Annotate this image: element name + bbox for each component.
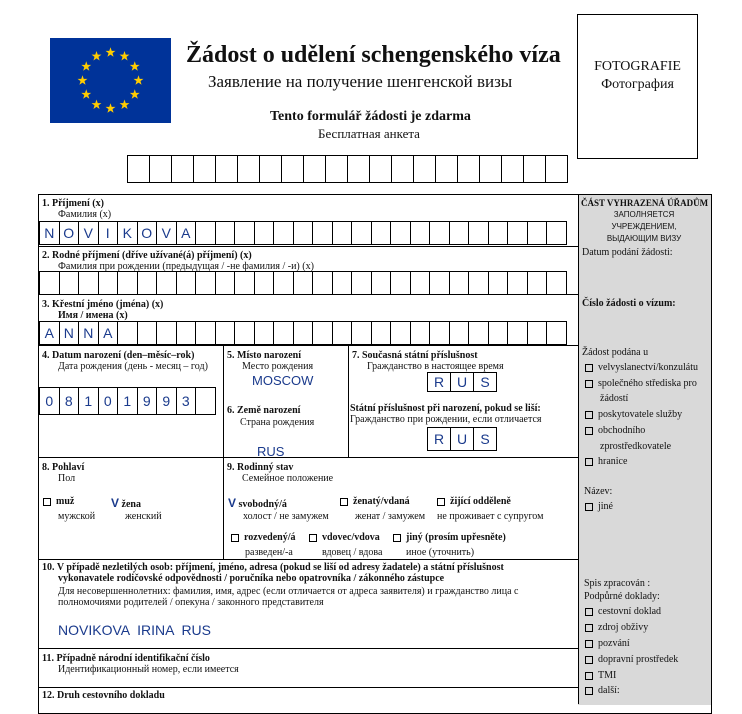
char-box[interactable]: K: [117, 221, 138, 245]
star-icon: [130, 61, 140, 70]
f7-birth-label: Státní příslušnost při narození, pokud se liší:: [350, 403, 541, 414]
char-box[interactable]: [156, 271, 177, 295]
char-box[interactable]: 9: [156, 387, 177, 415]
char-box[interactable]: I: [98, 221, 119, 245]
checkbox[interactable]: [585, 624, 593, 632]
birth-country-value[interactable]: RUS: [257, 444, 285, 459]
doc-other[interactable]: [585, 685, 620, 696]
char-box[interactable]: [413, 155, 436, 183]
char-box[interactable]: [429, 221, 450, 245]
char-box[interactable]: [468, 221, 489, 245]
char-box[interactable]: [325, 155, 348, 183]
char-box[interactable]: [234, 221, 255, 245]
star-icon: [120, 51, 130, 60]
char-box[interactable]: [347, 155, 370, 183]
char-box[interactable]: [137, 321, 158, 345]
photo-label-ru: Фотография: [601, 77, 674, 92]
office-opt-border[interactable]: [585, 456, 627, 467]
char-box[interactable]: [527, 271, 548, 295]
char-box[interactable]: 3: [176, 387, 197, 415]
char-box[interactable]: U: [450, 372, 474, 392]
char-box[interactable]: [39, 271, 60, 295]
opt-label: pozvání: [598, 638, 630, 649]
char-box[interactable]: [449, 321, 470, 345]
char-box[interactable]: [234, 321, 255, 345]
status-separated-option[interactable]: [437, 496, 511, 507]
char-box[interactable]: [273, 321, 294, 345]
first-name-input[interactable]: [39, 321, 566, 345]
char-box[interactable]: [137, 271, 158, 295]
char-box[interactable]: [351, 221, 372, 245]
char-box[interactable]: O: [59, 221, 80, 245]
char-box[interactable]: [390, 271, 411, 295]
opt-label: zdroj obživy: [598, 622, 649, 633]
f2-label: 2. Rodné příjmení (dříve užívané(á) příjmení) (x): [42, 250, 252, 261]
free-note-ru: Бесплатная анкета: [318, 126, 420, 141]
char-box[interactable]: [215, 321, 236, 345]
char-box[interactable]: [391, 155, 414, 183]
char-box[interactable]: [117, 271, 138, 295]
checkbox[interactable]: [585, 687, 593, 695]
char-box[interactable]: [293, 271, 314, 295]
doc-invite[interactable]: [585, 638, 630, 649]
office-opt-agent-2: zprostředkovatele: [600, 441, 672, 452]
char-box[interactable]: [254, 221, 275, 245]
office-title-ru-2: УЧРЕЖДЕНИЕМ,: [611, 222, 677, 231]
char-box[interactable]: [332, 221, 353, 245]
f6-label: 6. Země narození: [227, 405, 301, 416]
opt-label: další:: [598, 685, 620, 696]
f11-label-ru: Идентификационный номер, если имеется: [58, 664, 239, 675]
char-box[interactable]: [546, 271, 567, 295]
char-box[interactable]: [507, 271, 528, 295]
checkbox[interactable]: [393, 534, 401, 542]
checkbox[interactable]: [585, 608, 593, 616]
char-box[interactable]: [410, 321, 431, 345]
char-box[interactable]: S: [473, 372, 497, 392]
checkbox[interactable]: [585, 380, 593, 388]
f2-label-ru: Фамилия при рождении (предыдущая / -не фамилия / -и) (x): [58, 261, 314, 272]
checkbox[interactable]: [585, 672, 593, 680]
form-title-ru: Заявление на получение шенгенской визы: [208, 72, 513, 91]
char-box[interactable]: A: [39, 321, 60, 345]
char-box[interactable]: [371, 271, 392, 295]
char-box[interactable]: A: [98, 321, 119, 345]
char-box[interactable]: [281, 155, 304, 183]
free-note: Tento formulář žádosti je zdarma: [270, 109, 471, 124]
star-icon: [130, 89, 140, 98]
photo-box: [577, 14, 698, 159]
doc-travel[interactable]: [585, 606, 661, 617]
office-opt-embassy[interactable]: [585, 362, 698, 373]
char-box[interactable]: [507, 321, 528, 345]
opt-label: jiné: [598, 501, 613, 512]
char-box[interactable]: 1: [117, 387, 138, 415]
office-title-ru-3: ВЫДАЮЩИМ ВИЗУ: [606, 234, 682, 243]
char-box[interactable]: [351, 271, 372, 295]
f1-label: 1. Příjmení (x): [42, 198, 104, 209]
widowed-label-ru: вдовец / вдова: [322, 547, 383, 558]
char-box[interactable]: [501, 155, 524, 183]
f3-label-ru: Имя / имена (x): [58, 310, 128, 321]
char-box[interactable]: [449, 271, 470, 295]
char-box[interactable]: [195, 387, 216, 415]
char-box[interactable]: [215, 155, 238, 183]
opt-label: velvyslanectví/konzulátu: [598, 362, 698, 373]
separated-label: žijící odděleně: [450, 496, 511, 507]
birthdate-input[interactable]: [39, 387, 215, 411]
single-label: svobodný/á: [238, 499, 287, 510]
single-label-ru: холост / не замужем: [243, 511, 329, 522]
f9-label-ru: Семейное положение: [242, 473, 334, 484]
char-box[interactable]: [546, 221, 567, 245]
opt-label: hranice: [598, 456, 628, 467]
char-box[interactable]: [312, 221, 333, 245]
status-single-option[interactable]: [228, 496, 287, 510]
checkbox[interactable]: [231, 534, 239, 542]
char-box[interactable]: [457, 155, 480, 183]
f8-label: 8. Pohlaví: [42, 462, 85, 473]
char-box[interactable]: [254, 271, 275, 295]
f10-label-ru: Для несовершеннолетних: фамилия, имя, адрес (если отличается от адреса заявителя) и гражданство лица с: [58, 586, 519, 597]
office-title: ČÁST VYHRAZENÁ ÚŘADŮM: [581, 198, 709, 208]
star-icon: [120, 100, 130, 109]
char-box[interactable]: [410, 221, 431, 245]
opt-label: dopravní prostředek: [598, 654, 679, 665]
f7-birth-label-ru: Гражданство при рождении, если отличается: [350, 414, 542, 425]
doc-transport[interactable]: [585, 654, 678, 665]
office-date-label: Datum podání žádosti:: [582, 247, 673, 258]
f4-label-ru: Дата рождения (день - месяц – год): [58, 361, 208, 372]
birthplace-value[interactable]: MOSCOW: [252, 373, 314, 388]
application-number-boxes: [127, 155, 567, 183]
char-box[interactable]: [488, 221, 509, 245]
char-box[interactable]: [488, 321, 509, 345]
checkbox[interactable]: [585, 427, 593, 435]
char-box[interactable]: 9: [137, 387, 158, 415]
char-box[interactable]: 0: [39, 387, 60, 415]
f10-label-2: vykonavatele rodičovské odpovědnosti / poručníka nebo opatrovníka / zákonného zástupce: [58, 573, 445, 584]
nationality-input[interactable]: [427, 372, 496, 392]
char-box[interactable]: [117, 321, 138, 345]
char-box[interactable]: [234, 271, 255, 295]
sex-female-option[interactable]: [111, 496, 141, 510]
char-box[interactable]: N: [78, 321, 99, 345]
star-icon: [92, 51, 102, 60]
char-box[interactable]: V: [78, 221, 99, 245]
char-box[interactable]: [527, 221, 548, 245]
char-box[interactable]: [527, 321, 548, 345]
checkbox[interactable]: [585, 503, 593, 511]
star-icon: [106, 47, 116, 56]
checkbox[interactable]: [43, 498, 51, 506]
checkbox[interactable]: [585, 364, 593, 372]
char-box[interactable]: [523, 155, 546, 183]
char-box[interactable]: [273, 271, 294, 295]
char-box[interactable]: V: [156, 221, 177, 245]
char-box[interactable]: 1: [78, 387, 99, 415]
char-box[interactable]: [195, 221, 216, 245]
status-widowed-option[interactable]: [309, 532, 380, 543]
f7-label: 7. Současná státní příslušnost: [352, 350, 478, 361]
opt-label: společného střediska pro: [598, 378, 697, 389]
opt-label: obchodního: [598, 425, 646, 436]
char-box[interactable]: [176, 271, 197, 295]
office-number-label: Číslo žádosti o vízum:: [582, 298, 676, 309]
char-box[interactable]: [479, 155, 502, 183]
checkbox[interactable]: [340, 498, 348, 506]
char-box[interactable]: [546, 321, 567, 345]
char-box[interactable]: [237, 155, 260, 183]
divorced-label: rozvedený/á: [244, 532, 296, 543]
char-box[interactable]: [410, 271, 431, 295]
char-box[interactable]: [390, 221, 411, 245]
char-box[interactable]: R: [427, 372, 451, 392]
checkbox[interactable]: [585, 640, 593, 648]
star-icon: [78, 75, 88, 84]
char-box[interactable]: 0: [98, 387, 119, 415]
office-title-ru: ЗАПОЛНЯЕТСЯ: [613, 210, 675, 219]
char-box[interactable]: [371, 321, 392, 345]
opt-label: poskytovatele služby: [598, 409, 683, 420]
star-icon: [134, 75, 144, 84]
char-box[interactable]: [449, 221, 470, 245]
f1-label-ru: Фамилия (x): [58, 209, 112, 220]
status-other-option[interactable]: [393, 532, 506, 543]
star-icon: [81, 89, 91, 98]
married-label: ženatý/vdaná: [353, 496, 410, 507]
female-label-ru: женский: [125, 511, 162, 522]
f11-label: 11. Případně národní identifikační číslo: [42, 653, 210, 664]
eu-stars-icon: [50, 38, 171, 123]
char-box[interactable]: A: [176, 221, 197, 245]
char-box[interactable]: [98, 271, 119, 295]
char-box[interactable]: [332, 271, 353, 295]
char-box[interactable]: [149, 155, 172, 183]
status-divorced-option[interactable]: [231, 532, 295, 543]
char-box[interactable]: [215, 271, 236, 295]
char-box[interactable]: [488, 271, 509, 295]
char-box[interactable]: [371, 221, 392, 245]
married-label-ru: женат / замужем: [355, 511, 426, 522]
single-mark: V: [228, 496, 237, 510]
char-box[interactable]: [312, 321, 333, 345]
f10-label-ru-2: полномочиями родителей / опекуна / законного представителя: [58, 597, 324, 608]
char-box[interactable]: [545, 155, 568, 183]
f3-label: 3. Křestní jméno (jména) (x): [42, 299, 164, 310]
char-box[interactable]: [390, 321, 411, 345]
char-box[interactable]: [215, 221, 236, 245]
char-box[interactable]: [369, 155, 392, 183]
sex-male-option[interactable]: [43, 496, 74, 507]
checkbox[interactable]: [585, 458, 593, 466]
office-opt-agent[interactable]: [585, 425, 645, 436]
char-box[interactable]: O: [137, 221, 158, 245]
char-box[interactable]: S: [473, 427, 497, 451]
f5-label-ru: Место рождения: [242, 361, 314, 372]
char-box[interactable]: [59, 271, 80, 295]
char-box[interactable]: [273, 221, 294, 245]
other-label: jiný (prosím upřesněte): [406, 532, 506, 543]
star-icon: [92, 100, 102, 109]
char-box[interactable]: [195, 271, 216, 295]
office-opt-center-2: žádostí: [600, 393, 629, 404]
office-filed-at: Žádost podána u: [582, 347, 649, 358]
female-label: žena: [121, 499, 141, 510]
char-box[interactable]: 8: [59, 387, 80, 415]
checkbox[interactable]: [437, 498, 445, 506]
doc-funds[interactable]: [585, 622, 648, 633]
f5-label: 5. Místo narození: [227, 350, 301, 361]
char-box[interactable]: [435, 155, 458, 183]
char-box[interactable]: [171, 155, 194, 183]
office-opt-other[interactable]: [585, 501, 613, 512]
char-box[interactable]: [259, 155, 282, 183]
char-box[interactable]: [429, 271, 450, 295]
office-docs: Podpůrné doklady:: [584, 591, 660, 602]
char-box[interactable]: [78, 271, 99, 295]
char-box[interactable]: [195, 321, 216, 345]
divorced-label-ru: разведен/-а: [245, 547, 293, 558]
widowed-label: vdovec/vdova: [322, 532, 380, 543]
office-processed: Spis zpracován :: [584, 578, 651, 589]
char-box[interactable]: [312, 271, 333, 295]
checkbox[interactable]: [309, 534, 317, 542]
star-icon: [106, 103, 116, 112]
f4-label: 4. Datum narození (den–měsíc–rok): [42, 350, 195, 361]
status-married-option[interactable]: [340, 496, 410, 507]
f6-label-ru: Страна рождения: [240, 417, 315, 428]
char-box[interactable]: [332, 321, 353, 345]
f9-label: 9. Rodinný stav: [227, 462, 294, 473]
office-opt-center[interactable]: [585, 378, 697, 389]
char-box[interactable]: [468, 321, 489, 345]
char-box[interactable]: N: [39, 221, 60, 245]
star-icon: [81, 61, 91, 70]
char-box[interactable]: [193, 155, 216, 183]
char-box[interactable]: N: [59, 321, 80, 345]
char-box[interactable]: R: [427, 427, 451, 451]
female-mark: V: [111, 496, 120, 510]
char-box[interactable]: U: [450, 427, 474, 451]
surname-input[interactable]: [39, 221, 566, 245]
other-label-ru: иное (уточнить): [406, 547, 475, 558]
checkbox[interactable]: [585, 656, 593, 664]
checkbox[interactable]: [585, 411, 593, 419]
char-box[interactable]: [303, 155, 326, 183]
birth-surname-input[interactable]: [39, 271, 566, 295]
guardian-value[interactable]: NOVIKOVA IRINA RUS: [58, 622, 212, 638]
char-box[interactable]: [293, 221, 314, 245]
char-box[interactable]: [254, 321, 275, 345]
separated-label-ru: не проживает с супругом: [437, 511, 544, 522]
opt-label: cestovní doklad: [598, 606, 662, 617]
office-name-label: Název:: [584, 486, 613, 497]
form-title: Žádost o udělení schengenského víza: [186, 42, 561, 68]
opt-label: TMI: [598, 670, 617, 681]
eu-flag-logo: [50, 38, 171, 123]
char-box[interactable]: [293, 321, 314, 345]
char-box[interactable]: [176, 321, 197, 345]
char-box[interactable]: [127, 155, 150, 183]
birth-nationality-input[interactable]: [427, 427, 496, 451]
f10-label: 10. V případě nezletilých osob: příjmení, jméno, adresa (pokud se liší od adresy žadatele) a státní příslušnost: [42, 562, 504, 573]
char-box[interactable]: [468, 271, 489, 295]
f7-label-ru: Гражданство в настоящее время: [367, 361, 504, 372]
office-opt-provider[interactable]: [585, 409, 682, 420]
doc-tmi[interactable]: [585, 670, 616, 681]
male-label-ru: мужской: [58, 511, 96, 522]
f8-label-ru: Пол: [58, 473, 76, 484]
photo-label: FOTOGRAFIE: [594, 59, 681, 74]
male-label: muž: [56, 496, 75, 507]
char-box[interactable]: [351, 321, 372, 345]
char-box[interactable]: [156, 321, 177, 345]
f12-label: 12. Druh cestovního dokladu: [42, 690, 165, 701]
char-box[interactable]: [429, 321, 450, 345]
char-box[interactable]: [507, 221, 528, 245]
